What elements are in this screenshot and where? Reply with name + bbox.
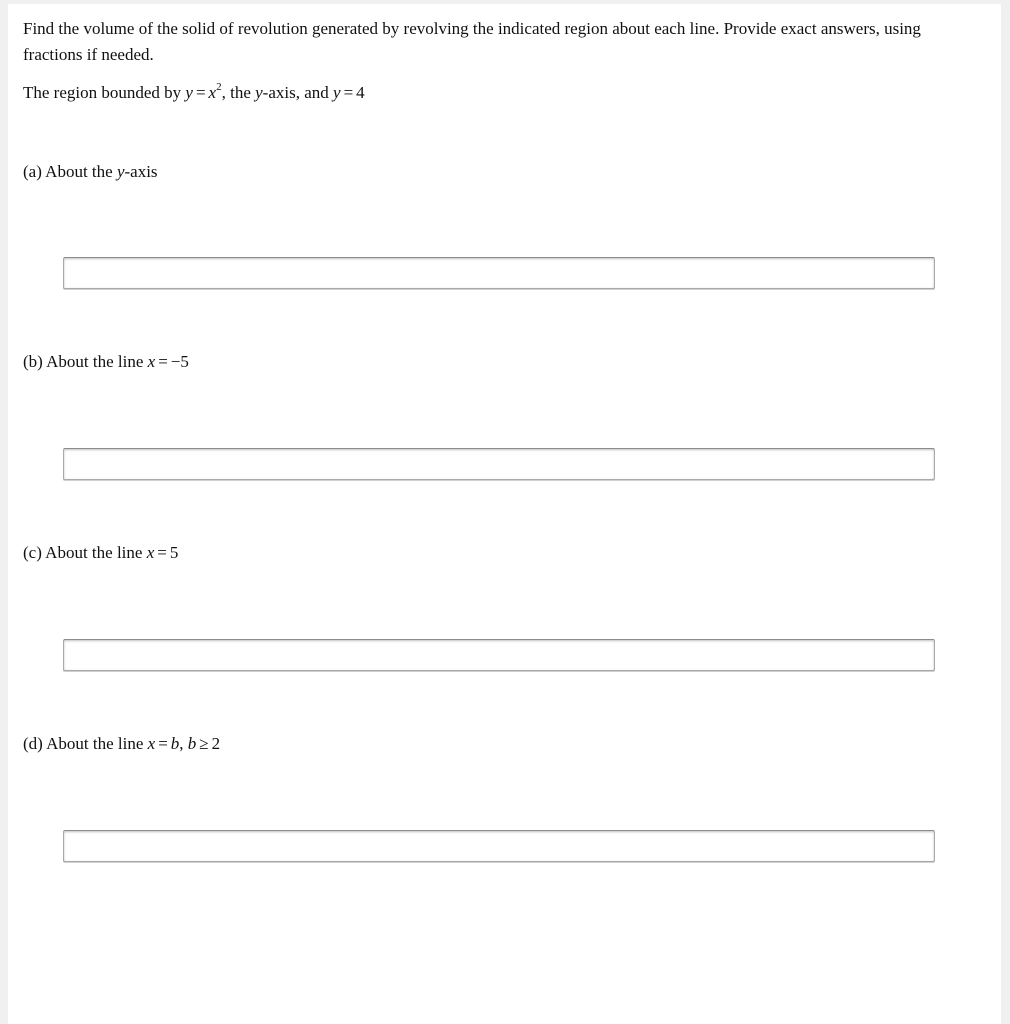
part-d-cond-rel: ≥ (199, 734, 209, 753)
region-eq2-rel: = (343, 83, 354, 102)
region-eq1-exponent: 2 (216, 81, 222, 94)
part-c-prefix: (c) About the line (23, 543, 147, 562)
region-eq1-base: x (208, 83, 217, 102)
part-d-answer-input[interactable] (63, 830, 935, 862)
part-b-answer-input[interactable] (63, 448, 935, 480)
part-a-answer-input[interactable] (63, 257, 935, 289)
part-b-var: x (147, 352, 156, 371)
part-a-prefix: (a) About the (23, 162, 117, 181)
part-c-label (23, 541, 178, 565)
region-prefix: The region bounded by (23, 83, 186, 102)
part-c-rel: = (157, 543, 167, 562)
part-c-value: 5 (169, 543, 179, 562)
part-b-label (23, 350, 189, 374)
instructions-text: Find the volume of the solid of revolution generated by revolving the indicated region about each line. Provide exact answers, using fractions if needed. (23, 19, 921, 64)
part-a-label (23, 160, 158, 184)
part-d-prefix: (d) About the line (23, 734, 148, 753)
part-d-cond-value: 2 (211, 734, 221, 753)
region-eq2-rhs: 4 (356, 83, 365, 102)
part-d-sep: , (179, 734, 188, 753)
region-eq2-lhs: y (333, 83, 341, 102)
region-description (23, 81, 365, 105)
region-eq1-rel: = (195, 83, 206, 102)
part-b-value: −5 (170, 352, 189, 371)
region-axis-suffix: -axis, and (262, 83, 334, 102)
part-a-suffix: -axis (124, 162, 158, 181)
region-eq1-lhs: y (185, 83, 193, 102)
part-d-label (23, 732, 220, 756)
region-middle: , the (221, 83, 256, 102)
region-axis-var: y (255, 83, 263, 102)
part-b-rel: = (158, 352, 168, 371)
part-d-value: b (170, 734, 180, 753)
problem-page (8, 4, 1001, 1024)
part-a-var: y (116, 162, 125, 181)
part-b-prefix: (b) About the line (23, 352, 148, 371)
part-d-var: x (147, 734, 156, 753)
part-d-cond-var: b (187, 734, 197, 753)
part-c-answer-input[interactable] (63, 639, 935, 671)
part-d-rel: = (158, 734, 168, 753)
part-c-var: x (146, 543, 155, 562)
